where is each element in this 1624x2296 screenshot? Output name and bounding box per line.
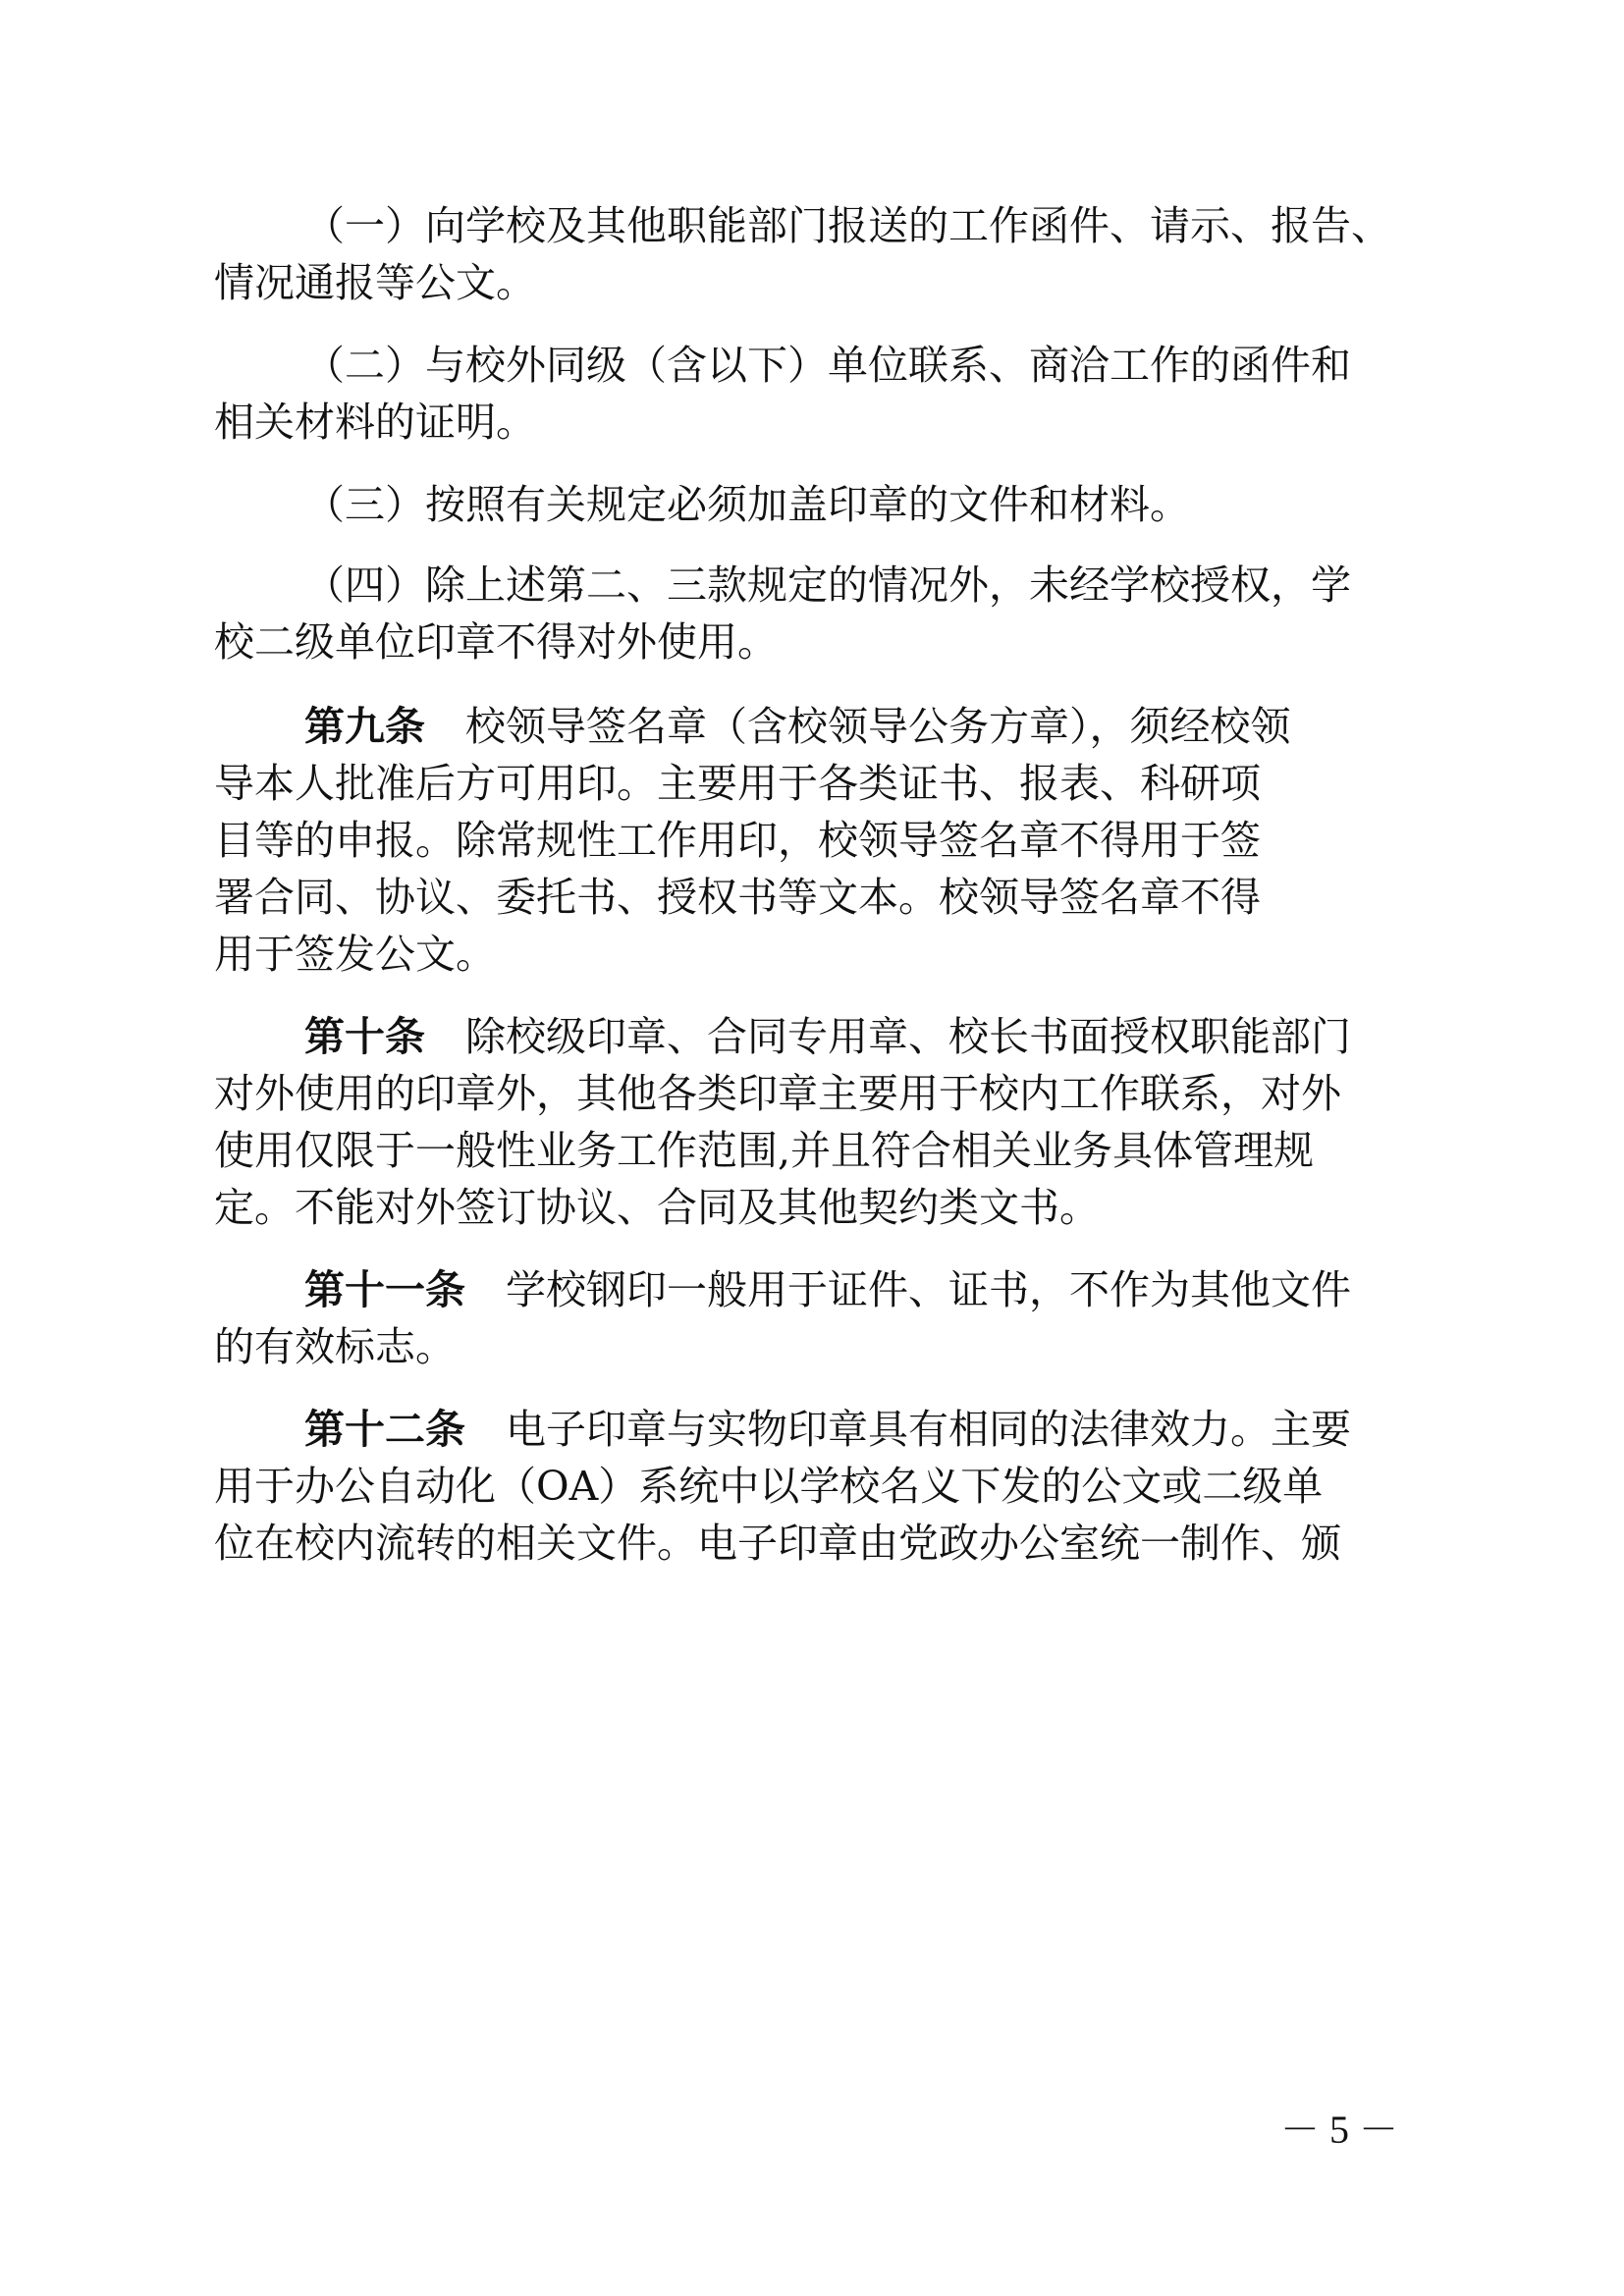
article-first-line <box>304 1400 1351 1459</box>
article-heading: 第十一条 <box>304 1266 465 1313</box>
paragraph-line: 校二级单位印章不得对外使用。 <box>214 618 778 666</box>
paragraph-line: 署合同、协议、委托书、授权书等文本。校领导签名章不得 <box>214 874 1261 921</box>
page-number: － 5 － <box>1280 2108 1398 2152</box>
paragraph-line: 情况通报等公文。 <box>214 259 536 306</box>
paragraph-line: 的有效标志。 <box>214 1323 456 1370</box>
article-first-line <box>304 1260 1351 1319</box>
article-text: 学校钢印一般用于证件、证书，不作为其他文件 <box>506 1266 1351 1313</box>
paragraph-line: 对外使用的印章外，其他各类印章主要用于校内工作联系，对外 <box>214 1070 1341 1117</box>
paragraph-line: 使用仅限于一般性业务工作范围,并且符合相关业务具体管理规 <box>214 1127 1315 1174</box>
paragraph-line: （一）向学校及其他职能部门报送的工作函件、请示、报告、 <box>304 202 1391 249</box>
paragraph-line: 目等的申报。除常规性工作用印，校领导签名章不得用于签 <box>214 817 1261 864</box>
paragraph-line: 用于办公自动化（OA）系统中以学校名义下发的公文或二级单 <box>214 1463 1324 1510</box>
paragraph-line: 相关材料的证明。 <box>214 399 536 446</box>
paragraph-line: （二）与校外同级（含以下）单位联系、商洽工作的函件和 <box>304 342 1351 389</box>
paragraph-line: （三）按照有关规定必须加盖印章的文件和材料。 <box>304 481 1190 528</box>
article-text: 电子印章与实物印章具有相同的法律效力。主要 <box>506 1406 1351 1453</box>
article-heading: 第九条 <box>304 703 425 750</box>
article-text: 除校级印章、合同专用章、校长书面授权职能部门 <box>465 1013 1351 1060</box>
paragraph-line: 导本人批准后方可用印。主要用于各类证书、报表、科研项 <box>214 760 1261 807</box>
article-heading: 第十条 <box>304 1013 425 1060</box>
article-heading: 第十二条 <box>304 1406 465 1453</box>
article-first-line <box>304 697 1291 756</box>
article-text: 校领导签名章（含校领导公务方章），须经校领 <box>465 703 1291 750</box>
paragraph-line: （四）除上述第二、三款规定的情况外，未经学校授权，学 <box>304 561 1351 609</box>
paragraph-line: 位在校内流转的相关文件。电子印章由党政办公室统一制作、颁 <box>214 1520 1341 1567</box>
paragraph-line: 定。不能对外签订协议、合同及其他契约类文书。 <box>214 1184 1100 1231</box>
article-first-line <box>304 1007 1351 1066</box>
paragraph-line: 用于签发公文。 <box>214 931 496 978</box>
